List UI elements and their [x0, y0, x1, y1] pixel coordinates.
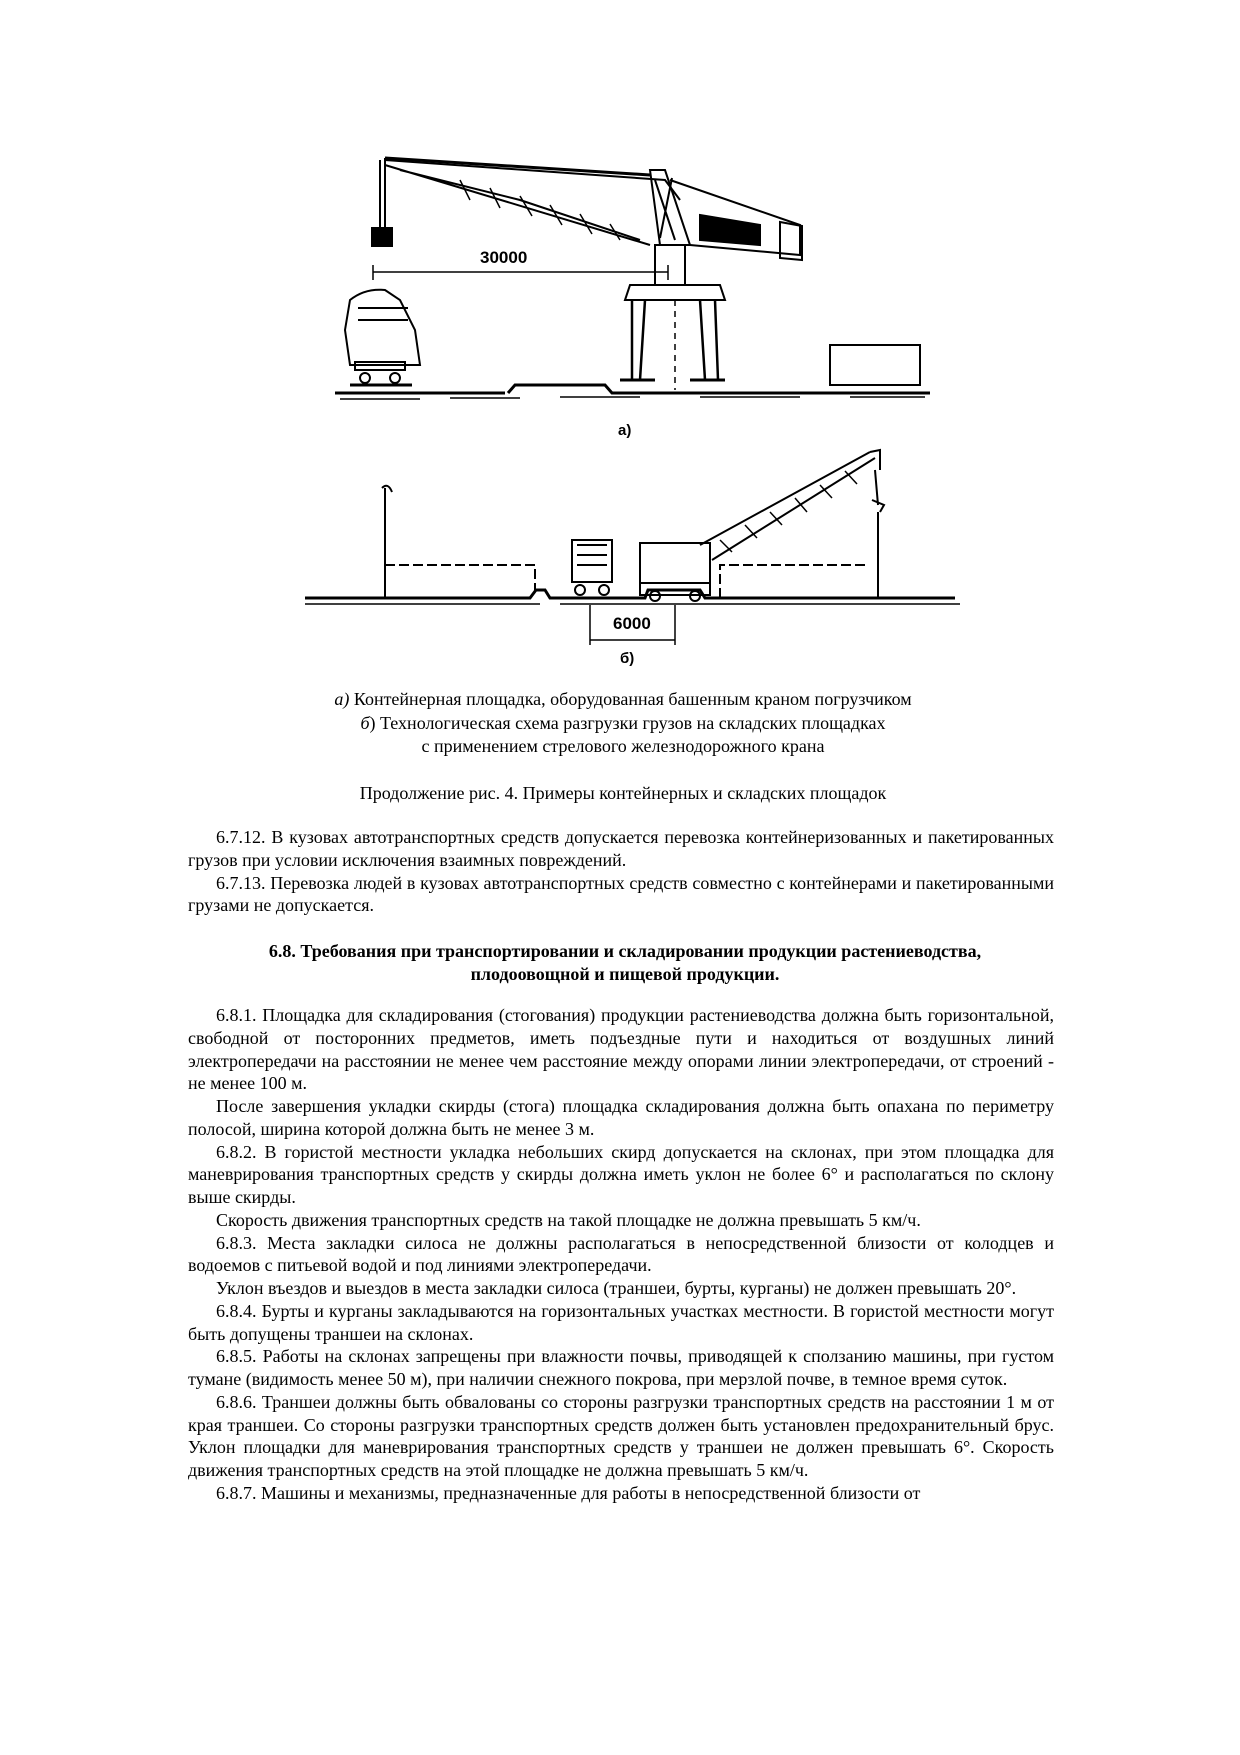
paragraph: 6.7.13. Перевозка людей в кузовах автотранспортных средств совместно с контейнерами и пакетированными грузами не допускается.	[188, 872, 1054, 916]
caption-letter-a: а)	[334, 689, 350, 709]
dimension-30000: 30000	[480, 248, 528, 267]
figure-label-b: б)	[620, 650, 635, 667]
figure-caption	[188, 688, 1058, 759]
text-block-6-8	[188, 1004, 1054, 1505]
dimension-6000: 6000	[613, 614, 651, 633]
paragraph: 6.7.12. В кузовах автотранспортных средств допускается перевозка контейнеризованных и пакетированных грузов при условии исключения взаимных повреждений.	[188, 827, 1054, 870]
caption-line-a	[188, 688, 1058, 712]
caption-line-c: с применением стрелового железнодорожного крана	[421, 736, 825, 756]
caption-text-b: ) Технологическая схема разгрузки грузов на складских площадках	[369, 712, 886, 733]
paragraph: 6.8.4. Бурты и курганы закладываются на горизонтальных участках местности. В гористой местности могут быть допущены траншеи на склонах.	[188, 1300, 1054, 1344]
paragraph: 6.8.2. В гористой местности укладка небольших скирд допускается на склонах, при этом площадка для маневрирования транспортных средств у скирды должна иметь уклон не более 6° и располагаться по склону выше скирды.	[188, 1141, 1054, 1207]
paragraph: Уклон въездов и выездов в места закладки силоса (траншеи, бурты, курганы) не должен превышать 20°.	[216, 1278, 1017, 1298]
paragraph: 6.8.3. Места закладки силоса не должны располагаться в непосредственной близости от колодцев и водоемов с питьевой водой и под линиями электропередачи.	[188, 1232, 1054, 1276]
paragraph: Скорость движения транспортных средств на такой площадке не должна превышать 5 км/ч.	[216, 1209, 921, 1230]
paragraph: 6.8.6. Траншеи должны быть обвалованы со стороны разгрузки транспортных средств на расстоянии 1 м от края траншеи. Со стороны разгрузки транспортных средств должен быть установлен предохранительный брус. Уклон площадки для маневрирования транспортных средств у траншеи не должен превышать 6°. Скорость движения транспортных средств на этой площадке не должна превышать 5 км/ч.	[188, 1391, 1054, 1480]
paragraph: 6.8.7. Машины и механизмы, предназначенные для работы в непосредственной близости от	[216, 1482, 921, 1503]
caption-letter-b: б	[360, 712, 370, 733]
figure-crane-schemes	[0, 0, 1240, 680]
paragraph: 6.8.5. Работы на склонах запрещены при влажности почвы, приводящей к сползанию машины, при густом тумане (видимость менее 50 м), при наличии снежного покрова, при мерзлой почве, в темное время суток.	[188, 1346, 1054, 1389]
paragraph: После завершения укладки скирды (стога) площадка складирования должна быть опахана по периметру полосой, ширина которой должна быть не менее 3 м.	[188, 1096, 1054, 1139]
section-heading-6-8: 6.8. Требования при транспортировании и складировании продукции растениеводства, плодоовощной и пищевой продукции.	[268, 941, 982, 984]
figure-title: Продолжение рис. 4. Примеры контейнерных и складских площадок	[359, 783, 887, 803]
caption-line-b	[188, 712, 1058, 736]
rail-wagon	[572, 540, 612, 595]
scheme-a-tower-crane	[335, 158, 930, 399]
paragraph: 6.8.1. Площадка для складирования (стогования) продукции растениеводства должна быть горизонтальной, свободной от посторонних предметов, иметь подъездные пути и находиться от воздушных линий электропередачи на расстоянии не менее чем расстояние между опорами линии электропередачи, от строений - не менее 100 м.	[188, 1005, 1054, 1094]
figure-label-a: а)	[618, 422, 632, 439]
caption-text-a: Контейнерная площадка, оборудованная башенным краном погрузчиком	[349, 689, 912, 709]
text-block-6-7	[188, 826, 1054, 917]
crane-drawings	[0, 0, 1240, 680]
container-wagon	[345, 290, 420, 385]
